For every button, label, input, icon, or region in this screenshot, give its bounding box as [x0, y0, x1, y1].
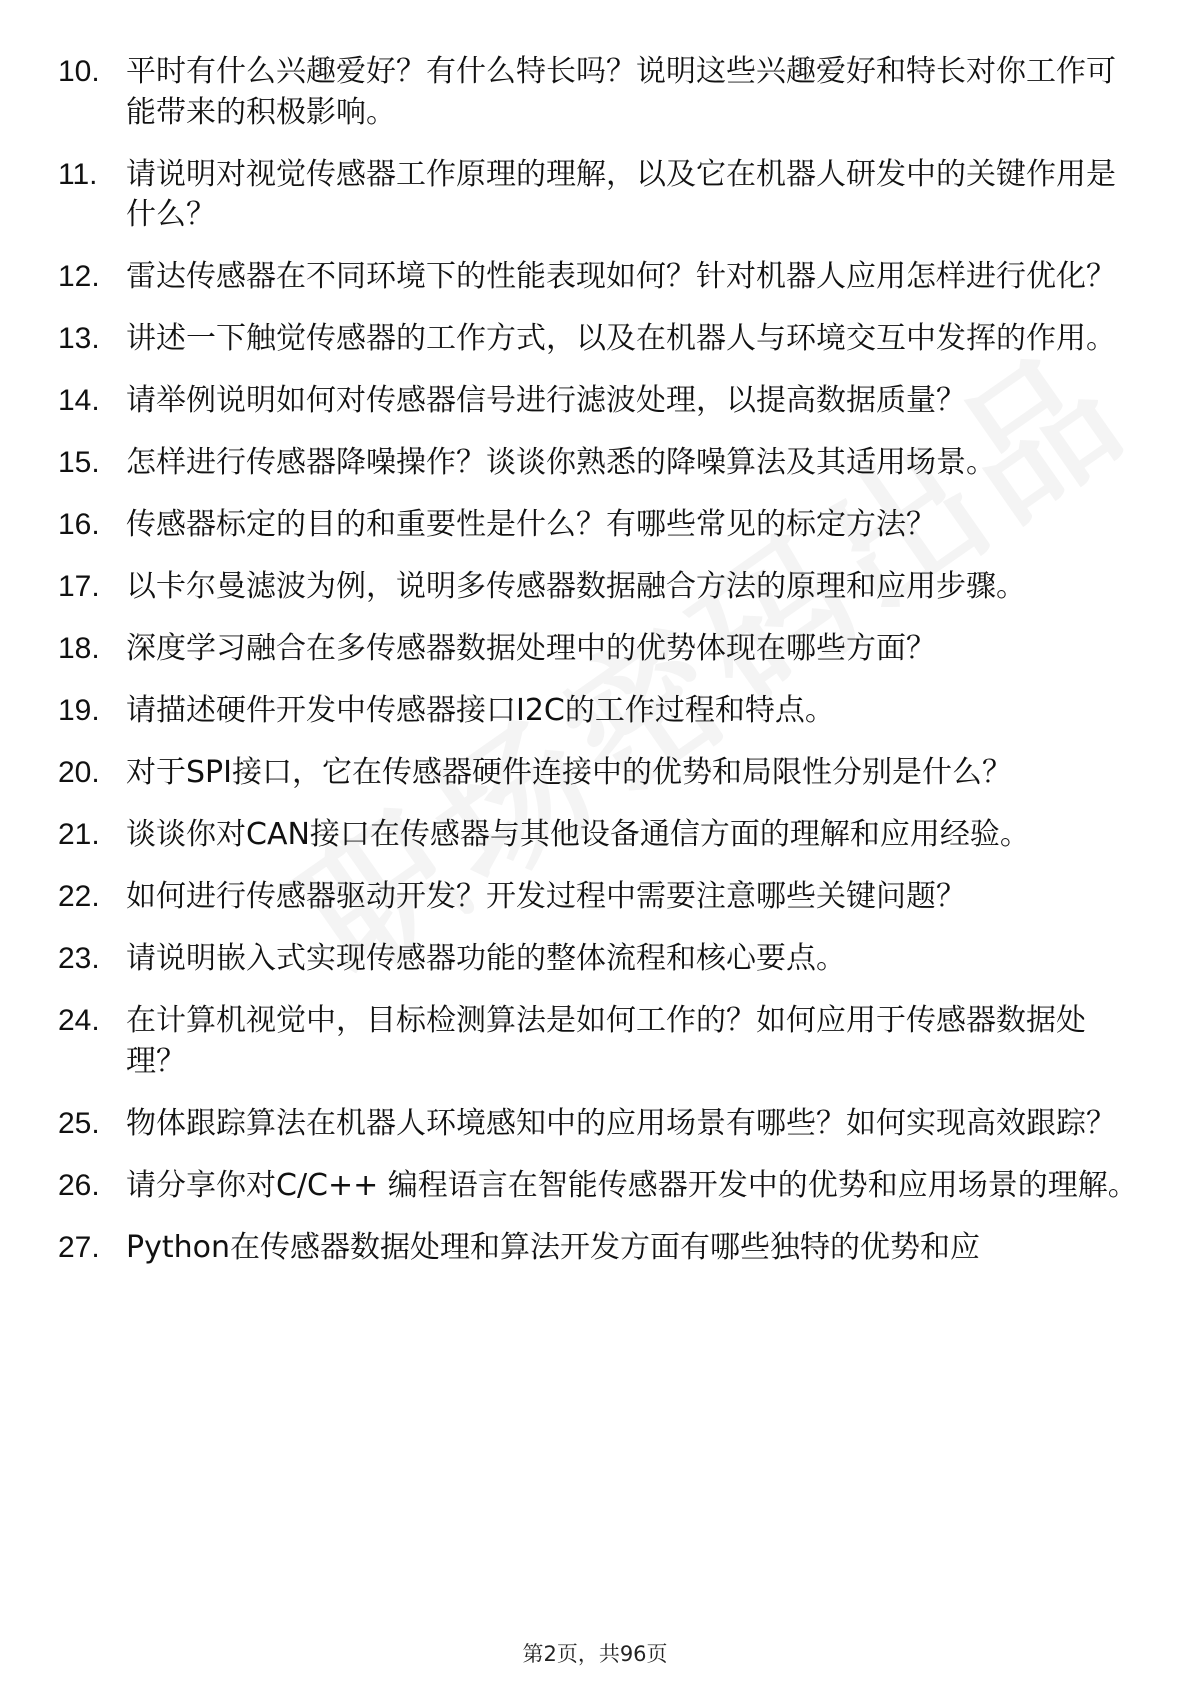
- question-text: 传感器标定的目的和重要性是什么？有哪些常见的标定方法？: [126, 507, 936, 542]
- question-number: 22.: [58, 880, 100, 913]
- question-item: [58, 505, 1138, 546]
- question-number: 26.: [58, 1168, 100, 1202]
- question-item: [58, 877, 1138, 918]
- question-text: 对于SPI接口，它在传感器硬件连接中的优势和局限性分别是什么？: [126, 755, 1012, 790]
- question-number: 27.: [58, 1230, 100, 1264]
- question-item: [58, 381, 1138, 422]
- question-number: 14.: [58, 384, 100, 417]
- question-item: [58, 629, 1138, 670]
- question-item: [58, 939, 1138, 980]
- question-number: 19.: [58, 694, 100, 727]
- question-text: 请描述硬件开发中传感器接口I2C的工作过程和特点。: [126, 693, 835, 728]
- question-text: 请说明嵌入式实现传感器功能的整体流程和核心要点。: [126, 941, 846, 976]
- question-list: [58, 52, 1138, 1290]
- question-item: [58, 1104, 1138, 1145]
- question-text: 平时有什么兴趣爱好？有什么特长吗？说明这些兴趣爱好和特长对你工作可能带来的积极影响。: [126, 54, 1116, 130]
- question-number: 15.: [58, 446, 100, 479]
- question-number: 25.: [58, 1106, 100, 1140]
- question-item: [58, 319, 1138, 360]
- question-item: [58, 257, 1138, 298]
- question-number: 21.: [58, 818, 100, 851]
- question-text: 如何进行传感器驱动开发？开发过程中需要注意哪些关键问题？: [126, 879, 966, 914]
- question-text: 在计算机视觉中，目标检测算法是如何工作的？如何应用于传感器数据处理？: [126, 1003, 1086, 1079]
- question-item: [58, 52, 1138, 133]
- question-number: 16.: [58, 508, 100, 541]
- question-text: 雷达传感器在不同环境下的性能表现如何？针对机器人应用怎样进行优化？: [126, 259, 1116, 294]
- page-number-footer: 第2页，共96页: [522, 1642, 668, 1666]
- question-item: [58, 753, 1138, 794]
- question-number: 24.: [58, 1004, 100, 1037]
- question-item: [58, 567, 1138, 608]
- question-number: 11.: [58, 157, 98, 191]
- question-number: 20.: [58, 756, 100, 789]
- question-text: 深度学习融合在多传感器数据处理中的优势体现在哪些方面？: [126, 631, 936, 666]
- question-item: [58, 1228, 1138, 1269]
- question-item: [58, 1166, 1138, 1207]
- question-item: [58, 1001, 1138, 1082]
- question-number: 17.: [58, 570, 100, 603]
- question-text: 谈谈你对CAN接口在传感器与其他设备通信方面的理解和应用经验。: [126, 817, 1030, 852]
- question-item: [58, 155, 1138, 236]
- question-text: 物体跟踪算法在机器人环境感知中的应用场景有哪些？如何实现高效跟踪？: [126, 1105, 1116, 1141]
- question-text: 怎样进行传感器降噪操作？谈谈你熟悉的降噪算法及其适用场景。: [126, 445, 996, 480]
- question-number: 12.: [58, 260, 100, 293]
- question-text: 以卡尔曼滤波为例，说明多传感器数据融合方法的原理和应用步骤。: [126, 569, 1026, 604]
- question-text: 请分享你对C/C++ 编程语言在智能传感器开发中的优势和应用场景的理解。: [126, 1167, 1138, 1203]
- question-text: 请举例说明如何对传感器信号进行滤波处理，以提高数据质量？: [126, 383, 966, 418]
- question-text: Python在传感器数据处理和算法开发方面有哪些独特的优势和应: [126, 1229, 980, 1265]
- question-text: 请说明对视觉传感器工作原理的理解，以及它在机器人研发中的关键作用是什么？: [126, 156, 1116, 232]
- question-item: [58, 815, 1138, 856]
- question-item: [58, 691, 1138, 732]
- question-text: 讲述一下触觉传感器的工作方式，以及在机器人与环境交互中发挥的作用。: [126, 321, 1116, 356]
- question-number: 18.: [58, 632, 100, 665]
- question-number: 13.: [58, 322, 100, 355]
- question-number: 23.: [58, 942, 100, 975]
- question-item: [58, 443, 1138, 484]
- question-number: 10.: [58, 55, 100, 88]
